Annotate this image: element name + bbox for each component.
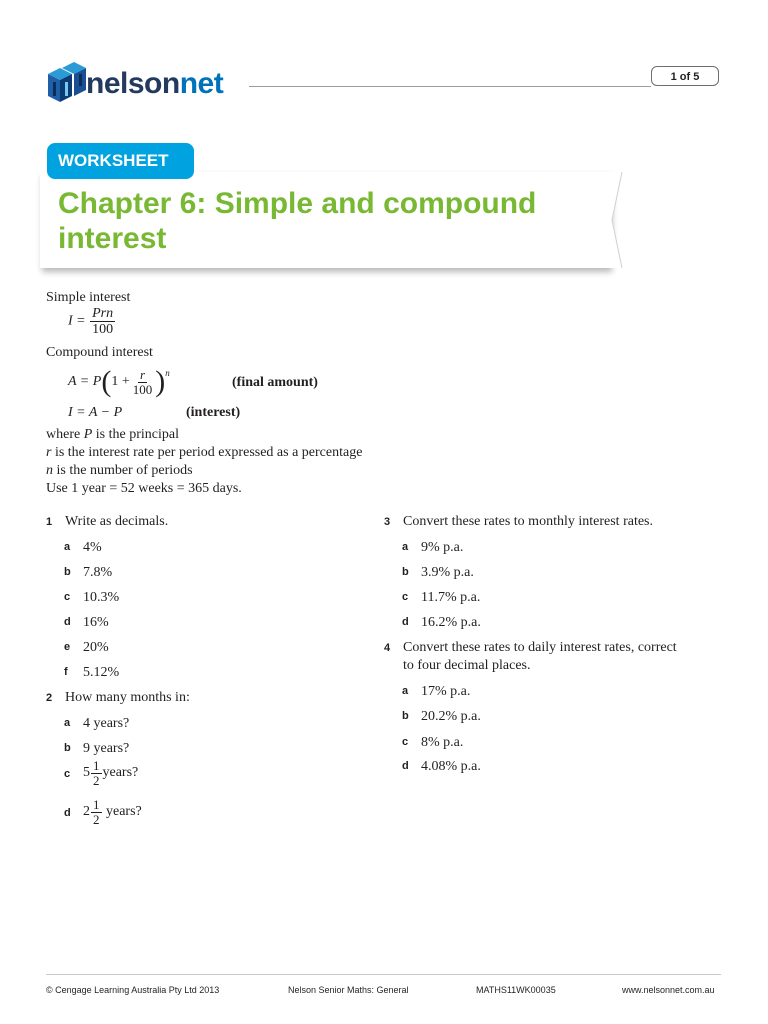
- simple-interest-formula: [68, 306, 116, 337]
- r-text: is the interest rate per period expressed as a percentage: [51, 445, 363, 460]
- title-panel-arrow: [600, 172, 630, 268]
- part-text: 9% p.a.: [421, 540, 464, 555]
- part-text: 10.3%: [83, 590, 120, 605]
- part-text: 16%: [83, 615, 109, 630]
- part-letter: b: [64, 566, 71, 578]
- simple-lhs: I =: [68, 313, 86, 329]
- logo-wordmark: [86, 64, 223, 104]
- question-2-text: How many months in:: [65, 690, 190, 705]
- where-suffix: is the principal: [92, 427, 179, 442]
- part-text: 8% p.a.: [421, 735, 464, 750]
- part-letter: b: [64, 742, 71, 754]
- part-letter: a: [402, 541, 409, 553]
- compound-fraction: [131, 368, 155, 397]
- mixed-whole: 5: [83, 765, 90, 780]
- part-text: 4 years?: [83, 716, 130, 731]
- question-number: 4: [384, 642, 391, 654]
- interest-eq: I = A − P: [68, 405, 123, 420]
- question-2: [46, 689, 52, 707]
- r-var: r: [46, 445, 52, 460]
- part-letter: c: [64, 768, 71, 780]
- simple-numerator: Prn: [92, 306, 114, 321]
- mixed-number-d: [83, 795, 142, 829]
- part-letter: c: [402, 591, 409, 603]
- mixed-fraction: [91, 798, 102, 827]
- part-letter: d: [64, 807, 71, 819]
- mixed-number-c: [83, 756, 138, 790]
- part-letter: b: [402, 710, 409, 722]
- question-4: [384, 639, 390, 657]
- n-var: n: [46, 463, 53, 478]
- mixed-denominator: 2: [93, 772, 100, 788]
- compound-lhs: A = P: [68, 374, 102, 389]
- footer-code: MATHS11WK00035: [476, 985, 556, 995]
- part-text: 17% p.a.: [421, 684, 471, 699]
- where-prefix: where: [46, 427, 84, 442]
- worksheet-tab: WORKSHEET: [47, 143, 194, 179]
- mixed-whole: 2: [83, 804, 90, 819]
- question-4-text-line-1: Convert these rates to daily interest rates, correct: [403, 640, 677, 655]
- part-text: years?: [102, 804, 142, 819]
- compound-exponent: n: [165, 368, 170, 378]
- part-text: 9 years?: [83, 741, 130, 756]
- part-text: 5.12%: [83, 665, 120, 680]
- mixed-fraction: [91, 759, 102, 788]
- final-amount-label: (final amount): [232, 375, 318, 390]
- page-indicator: 1 of 5: [651, 66, 719, 86]
- question-number: 2: [46, 692, 53, 704]
- page-title: [58, 186, 598, 256]
- footer-rule: [46, 974, 721, 975]
- logo-word-nelson: nelson: [86, 67, 180, 100]
- part-letter: a: [64, 541, 71, 553]
- part-text: 11.7% p.a.: [421, 590, 481, 605]
- compound-interest-formula: [68, 364, 170, 400]
- question-1: [46, 513, 52, 531]
- part-letter: e: [64, 641, 71, 653]
- part-letter: a: [402, 685, 409, 697]
- question-number: 3: [384, 516, 391, 528]
- interest-formula: [68, 404, 122, 422]
- where-line: [46, 426, 179, 444]
- compound-interest-label: Compound interest: [46, 345, 153, 360]
- logo-word-net: net: [179, 67, 224, 100]
- part-letter: d: [402, 760, 409, 772]
- interest-label: (interest): [186, 405, 241, 420]
- close-paren: ): [155, 365, 166, 398]
- part-text: 16.2% p.a.: [421, 615, 481, 630]
- simple-fraction: [90, 306, 115, 337]
- header-rule: [249, 86, 651, 87]
- part-text: 4.08% p.a.: [421, 759, 481, 774]
- n-definition: [46, 462, 193, 480]
- simple-denominator: 100: [92, 322, 114, 337]
- title-line-2: interest: [58, 222, 167, 255]
- part-text: 20.2% p.a.: [421, 709, 481, 724]
- footer-copyright: © Cengage Learning Australia Pty Ltd 2013: [46, 985, 220, 995]
- footer-series: Nelson Senior Maths: General: [288, 985, 409, 995]
- part-text: 4%: [83, 540, 102, 555]
- question-1-text: Write as decimals.: [65, 514, 169, 529]
- question-3-text: Convert these rates to monthly interest rates.: [403, 514, 653, 529]
- question-4-text-line-2: to four decimal places.: [403, 658, 531, 673]
- where-var: P: [83, 427, 93, 442]
- compound-numerator: r: [139, 366, 145, 382]
- part-letter: a: [64, 717, 71, 729]
- logo-cube-icon: [44, 62, 88, 108]
- part-letter: b: [402, 566, 409, 578]
- question-number: 1: [46, 516, 53, 528]
- part-text: 7.8%: [83, 565, 113, 580]
- question-3: [384, 513, 390, 531]
- part-text: years?: [102, 765, 139, 780]
- r-definition: [46, 444, 362, 462]
- footer-url[interactable]: www.nelsonnet.com.au: [622, 985, 715, 995]
- part-letter: c: [64, 591, 71, 603]
- part-letter: f: [64, 666, 68, 678]
- compound-one: 1 +: [111, 374, 130, 389]
- mixed-denominator: 2: [93, 811, 100, 827]
- year-note: Use 1 year = 52 weeks = 365 days.: [46, 481, 242, 496]
- title-line-1: Chapter 6: Simple and compound: [58, 187, 537, 220]
- part-letter: c: [402, 736, 409, 748]
- part-text: 3.9% p.a.: [421, 565, 474, 580]
- simple-interest-label: Simple interest: [46, 290, 131, 305]
- mixed-numerator: 1: [93, 757, 100, 773]
- open-paren: (: [101, 365, 112, 398]
- part-text: 20%: [83, 640, 109, 655]
- n-text: is the number of periods: [53, 463, 193, 478]
- compound-denominator: 100: [132, 381, 153, 397]
- part-letter: d: [64, 616, 71, 628]
- part-letter: d: [402, 616, 409, 628]
- mixed-numerator: 1: [93, 796, 100, 812]
